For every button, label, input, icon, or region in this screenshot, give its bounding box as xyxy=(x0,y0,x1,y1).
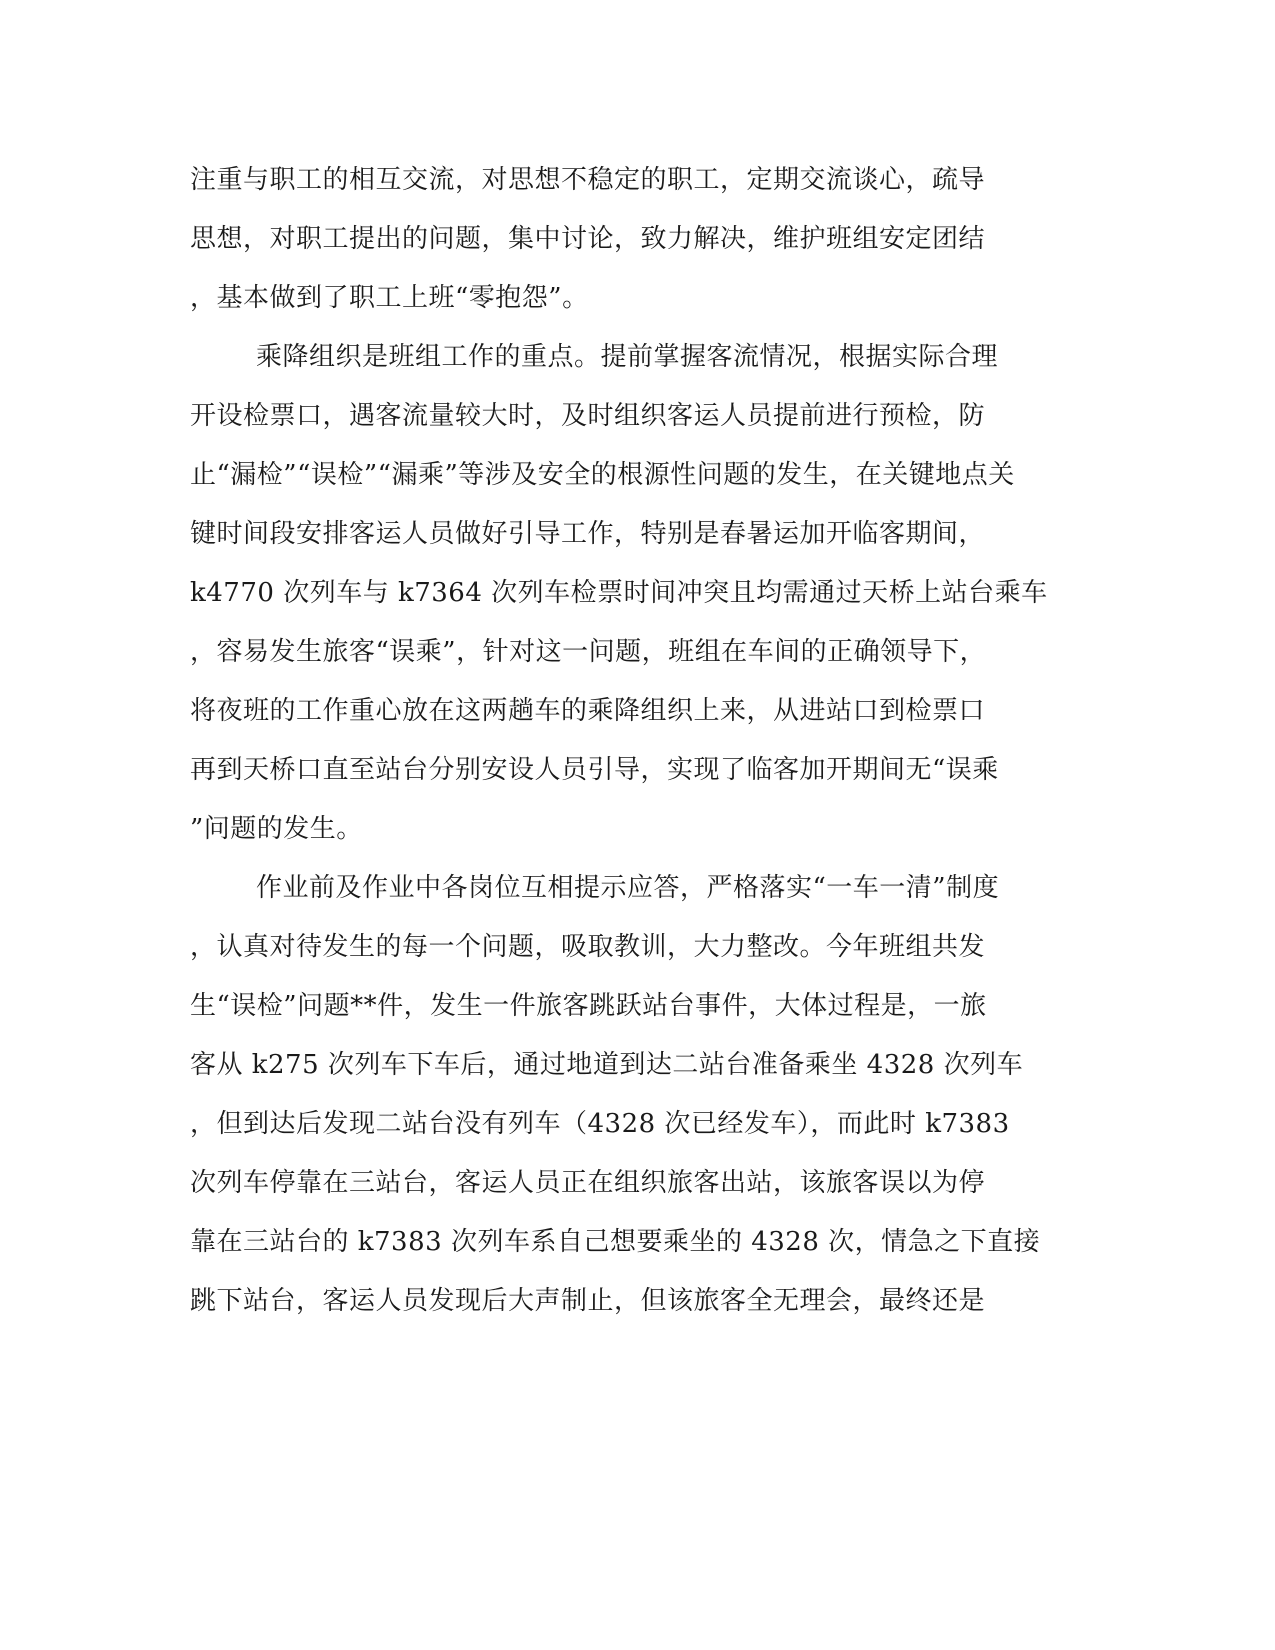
text-line-7: 键时间段安排客运人员做好引导工作，特别是春暑运加开临客期间， xyxy=(190,519,986,549)
text-line-3: ，基本做到了职工上班“零抱怨”。 xyxy=(190,283,589,313)
text-line-4: 乘降组织是班组工作的重点。提前掌握客流情况，根据实际合理 xyxy=(256,342,999,372)
text-line-12: ”问题的发生。 xyxy=(190,814,363,844)
text-line-15: 生“误检”问题**件，发生一件旅客跳跃站台事件，大体过程是，一旅 xyxy=(190,991,987,1021)
text-line-11: 再到天桥口直至站台分别安设人员引导，实现了临客加开期间无“误乘 xyxy=(190,755,999,785)
text-line-16: 客从 k275 次列车下车后，通过地道到达二站台准备乘坐 4328 次列车 xyxy=(190,1050,1024,1080)
text-line-19: 靠在三站台的 k7383 次列车系自己想要乘坐的 4328 次，情急之下直接 xyxy=(190,1227,1041,1257)
text-line-18: 次列车停靠在三站台，客运人员正在组织旅客出站，该旅客误以为停 xyxy=(190,1168,986,1198)
text-line-17: ，但到达后发现二站台没有列车（4328 次已经发车），而此时 k7383 xyxy=(190,1109,1010,1139)
text-line-13: 作业前及作业中各岗位互相提示应答，严格落实“一车一清”制度 xyxy=(256,873,1000,903)
text-line-9: ，容易发生旅客“误乘”，针对这一问题，班组在车间的正确领导下， xyxy=(190,637,987,667)
text-line-1: 注重与职工的相互交流，对思想不稳定的职工，定期交流谈心，疏导 xyxy=(190,165,986,195)
text-line-10: 将夜班的工作重心放在这两趟车的乘降组织上来，从进站口到检票口 xyxy=(190,696,986,726)
text-line-5: 开设检票口，遇客流量较大时，及时组织客运人员提前进行预检，防 xyxy=(190,401,986,431)
text-line-6: 止“漏检”“误检”“漏乘”等涉及安全的根源性问题的发生，在关键地点关 xyxy=(190,460,1015,490)
text-line-20: 跳下站台，客运人员发现后大声制止，但该旅客全无理会，最终还是 xyxy=(190,1286,986,1316)
text-line-2: 思想，对职工提出的问题，集中讨论，致力解决，维护班组安定团结 xyxy=(190,224,986,254)
text-line-8: k4770 次列车与 k7364 次列车检票时间冲突且均需通过天桥上站台乘车 xyxy=(190,578,1048,608)
text-line-14: ，认真对待发生的每一个问题，吸取教训，大力整改。今年班组共发 xyxy=(190,932,986,962)
